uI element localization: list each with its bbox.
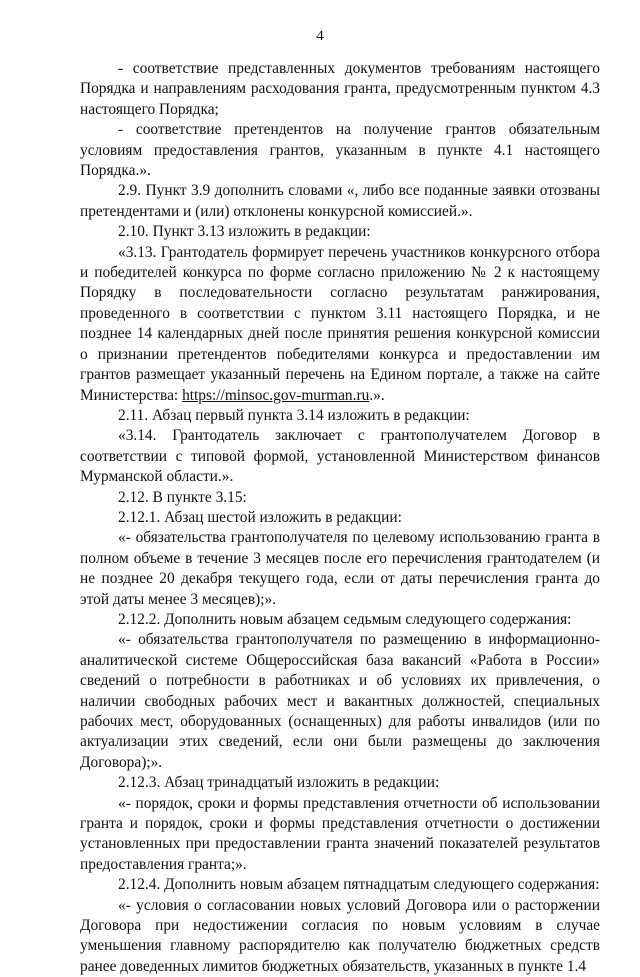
paragraph-2-10: 2.10. Пункт 3.13 изложить в редакции: — [118, 223, 371, 241]
paragraph-2-12-4: 2.12.4. Дополнить новым абзацем пятнадцатым следующего содержания: — [118, 876, 600, 894]
document-body — [80, 59, 600, 977]
paragraph-2-12: 2.12. В пункте 3.15: — [118, 488, 247, 506]
paragraph-agreement-conditions: «- условия о согласовании новых условий Договора или о расторжении Договора при недостижении согласия по новым условиям в случае уменьшения главному распорядителю как получателю бюджетных средств ранее доведенных лимитов бюджетных обязательств, указанных в пункте 1.4 — [80, 896, 600, 975]
paragraph-obligation-vacancies: «- обязательства грантополучателя по размещению в информационно-аналитической системе Общероссийская база вакансий «Работа в России» сведений о потребности в работниках и об условиях их привлечения, о наличии свободных рабочих мест и вакантных должностей, специальных рабочих мест, оборудованных (оснащенных) для работы инвалидов (или по актуализации этих сведений, если они были размещены до заключения Договора);». — [80, 631, 600, 771]
paragraph-2-12-3: 2.12.3. Абзац тринадцатый изложить в редакции: — [118, 774, 440, 792]
ministry-site-link[interactable]: https://minsoc.gov-murman.ru — [182, 386, 370, 404]
paragraph-2-11: 2.11. Абзац первый пункта 3.14 изложить в редакции: — [118, 406, 470, 424]
paragraph-2-12-1: 2.12.1. Абзац шестой изложить в редакции: — [118, 508, 402, 526]
paragraph-criteria-applicants: - соответствие претендентов на получение грантов обязательным условиям предоставления грантов, указанным в пункте 4.1 настоящего Порядка.». — [80, 121, 600, 180]
paragraph-3-13-tail: .». — [369, 386, 385, 404]
paragraph-reporting: «- порядок, сроки и формы представления отчетности об использовании гранта и порядок, сроки и формы представления отчетности о достижении установленных при предоставлении гранта значений показателей результатов предоставления гранта;». — [80, 794, 600, 873]
paragraph-obligation-target-use: «- обязательства грантополучателя по целевому использованию гранта в полном объеме в течение 3 месяцев после его перечисления грантодателем (и не позднее 20 декабря текущего года, если от даты перечисления гранта до этой даты менее 3 месяцев);». — [80, 529, 600, 608]
paragraph-3-14: «3.14. Грантодатель заключает с грантополучателем Договор в соответствии с типовой формой, установленной Министерством финансов Мурманской области.». — [80, 427, 600, 486]
paragraph-criteria-documents: - соответствие представленных документов требованиям настоящего Порядка и направлениям расходования гранта, предусмотренным пунктом 4.3 настоящего Порядка; — [80, 60, 600, 118]
paragraph-3-13 — [80, 243, 600, 406]
paragraph-2-12-2: 2.12.2. Дополнить новым абзацем седьмым следующего содержания: — [118, 610, 572, 628]
paragraph-2-9: 2.9. Пункт 3.9 дополнить словами «, либо все поданные заявки отозваны претендентами и (или) отклонены конкурсной комиссией.». — [80, 182, 600, 220]
page-number: 4 — [316, 28, 324, 44]
paragraph-3-13-text: «3.13. Грантодатель формирует перечень участников конкурсного отбора и победителей конкурса по форме согласно приложению № 2 к настоящему Порядку в последовательности согласно результатам ранжирования, проведенного в соответствии с пунктом 3.11 настоящего Порядка, и не позднее 14 календарных дней после принятия решения конкурсной комиссии о признании претендентов победителями конкурса и предоставлении им грантов размещает указанный перечень на Едином портале, а также на сайте Министерства: — [80, 243, 600, 404]
